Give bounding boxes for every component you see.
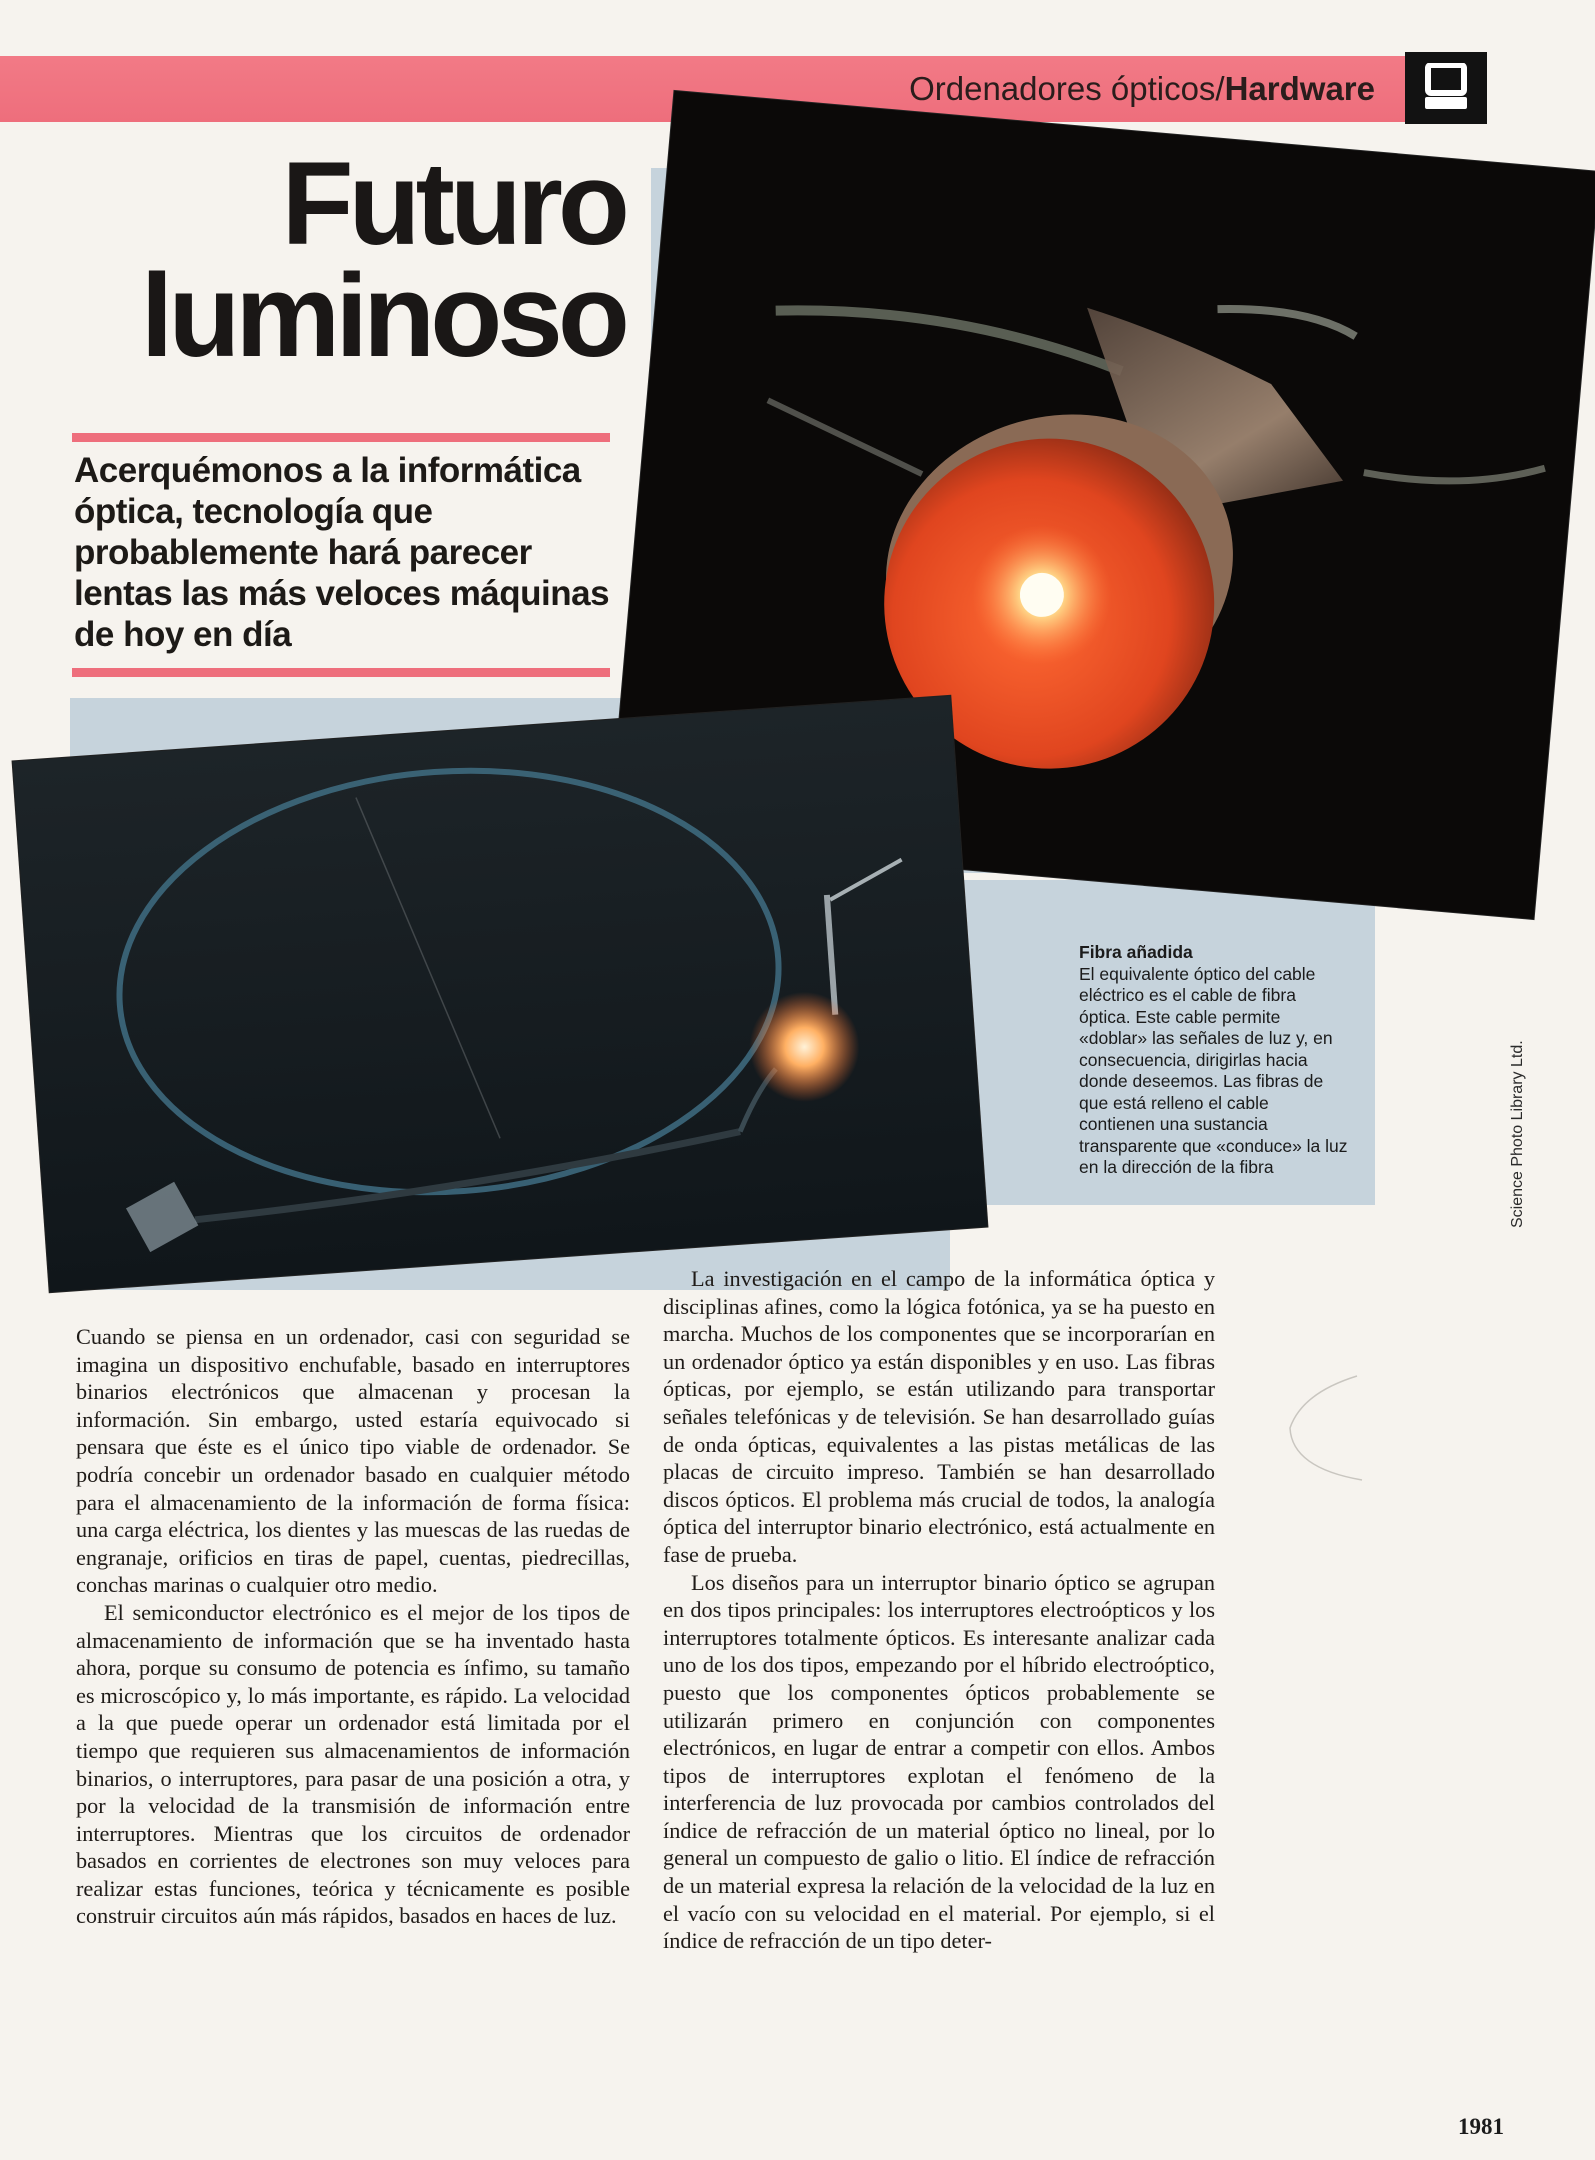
- section-name: Ordenadores ópticos/: [909, 70, 1225, 107]
- paper-mark: [1282, 1368, 1432, 1488]
- body-paragraph: Cuando se piensa en un ordenador, casi con seguridad se imagina un dispositivo enchufable, basado en interruptores binarios electrónicos que almacenan y procesan la información. Sin embargo, usted estaría equivocado si pensara que éste es el único tipo viable de ordenador. Se podría concebir un ordenador basado en cualquier método para el almacenamiento de la información de forma física: una carga eléctrica, los dientes y las muescas de las ruedas de engranaje, orificios en tiras de papel, cuentas, piedrecillas, conchas marinas o cualquier otro medio.: [76, 1324, 630, 1598]
- caption-title: Fibra añadida: [1079, 942, 1193, 962]
- standfirst-rule-bottom: [72, 668, 610, 677]
- photo-credit: Science Photo Library Ltd.: [1509, 1040, 1526, 1228]
- body-column-left: [76, 1323, 630, 1930]
- section-icon-box: [1405, 52, 1487, 124]
- title-line-1: Futuro: [281, 138, 625, 270]
- section-label: [909, 64, 1375, 114]
- computer-icon: [1425, 63, 1467, 113]
- title-line-2: luminoso: [140, 250, 625, 382]
- body-paragraph: El semiconductor electrónico es el mejor de los tipos de almacenamiento de información que se ha inventado hasta ahora, porque su consumo de potencia es ínfimo, su tamaño es microscópico y, lo más importante, es rápido. La velocidad a la que puede operar un ordenador está limitada por el tiempo que requieren sus almacenamientos de información binarios, o interruptores, para pasar de una posición a otra, y por la velocidad de la transmisión de información entre interruptores. Mientras que los circuitos de ordenador basados en corrientes de electrones son muy veloces para realizar estas funciones, teórica y técnicamente es posible construir circuitos aún más rápidos, basados en haces de luz.: [76, 1599, 630, 1929]
- body-column-right: [663, 1265, 1215, 1955]
- standfirst-rule-top: [72, 433, 610, 442]
- section-category: Hardware: [1224, 70, 1375, 107]
- fiber-loop-photo: [13, 696, 988, 1292]
- standfirst: Acerquémonos a la informática óptica, tecnología que probablemente hará parecer lentas las más veloces máquinas de hoy en día: [74, 451, 610, 654]
- article-title: [80, 138, 625, 382]
- body-paragraph: La investigación en el campo de la informática óptica y disciplinas afines, como la lógica fotónica, ya se ha puesto en marcha. Muchos de los componentes que se incorporarían en un ordenador óptico ya están disponibles y en uso. Las fibras ópticas, por ejemplo, se están utilizando para transportar señales telefónicas y de televisión. Se han desarrollado guías de onda ópticas, equivalentes a las pistas metálicas de las placas de circuito impreso. También se han desarrollado discos ópticos. El problema más crucial de todos, la analogía óptica del interruptor binario electrónico, está actualmente en fase de prueba.: [663, 1266, 1215, 1567]
- page-number: 1981: [1458, 2114, 1504, 2139]
- photo-caption: [1079, 942, 1349, 1179]
- body-paragraph: Los diseños para un interruptor binario óptico se agrupan en dos tipos principales: los interruptores electroópticos y los interruptores totalmente ópticos. Es interesante analizar cada uno de los dos tipos, empezando por el híbrido electroóptico, puesto que los componentes ópticos probablemente se utilizarán primero en conjunción con componentes electrónicos, en lugar de entrar a competir con ellos. Ambos tipos de interruptores explotan el fenómeno de la interferencia de luz provocada por cambios controlados del índice de refracción de un material óptico no lineal, por lo general un compuesto de galio o litio. El índice de refracción de un material expresa la relación de la velocidad de la luz en el vacío con su velocidad en el material. Por ejemplo, si el índice de refracción de un tipo deter-: [663, 1569, 1215, 1954]
- caption-text: El equivalente óptico del cable eléctrico es el cable de fibra óptica. Este cable permite «doblar» las señales de luz y, en consecuencia, dirigirlas hacia donde deseemos. Las fibras de que está relleno el cable contienen una sustancia transparente que «conduce» la luz en la dirección de la fibra: [1079, 963, 1348, 1177]
